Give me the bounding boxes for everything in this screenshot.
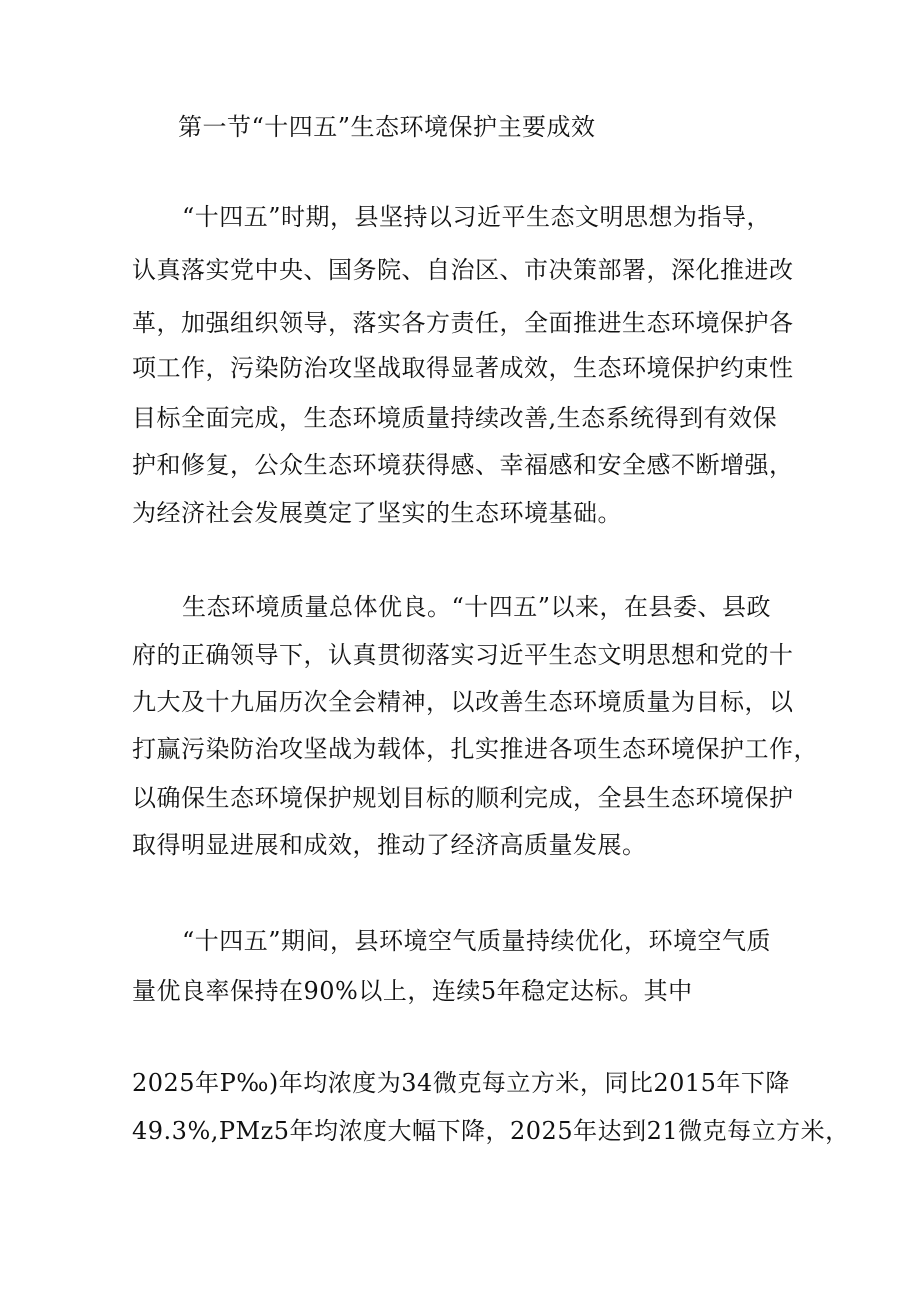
paragraph-line: “十四五”期间，县环境空气质量持续优化，环境空气质 bbox=[182, 927, 772, 955]
paragraph-line: 以确保生态环境保护规划目标的顺利完成，全县生态环境保护 bbox=[132, 784, 794, 812]
paragraph-line: “十四五”时期，县坚持以习近平生态文明思想为指导， bbox=[182, 203, 772, 231]
section-heading: 第一节“十四五”生态环境保护主要成效 bbox=[178, 113, 596, 141]
paragraph-line: 生态环境质量总体优良。“十四五”以来，在县委、县政 bbox=[182, 593, 772, 621]
paragraph-line: 革，加强组织领导，落实各方责任，全面推进生态环境保护各 bbox=[132, 309, 794, 337]
paragraph-line: 认真落实党中央、国务院、自治区、市决策部署，深化推进改 bbox=[132, 256, 794, 284]
paragraph-line: 量优良率保持在90%以上，连续5年稳定达标。其中 bbox=[132, 977, 693, 1005]
paragraph-line: 项工作，污染防治攻坚战取得显著成效，生态环境保护约束性 bbox=[132, 354, 794, 382]
paragraph-line: 2025年P‰)年均浓度为34微克每立方米，同比2015年下降 bbox=[132, 1069, 790, 1097]
paragraph-line: 49.3%,PMz5年均浓度大幅下降，2025年达到21微克每立方米， bbox=[132, 1117, 850, 1145]
paragraph-line: 为经济社会发展奠定了坚实的生态环境基础。 bbox=[132, 499, 622, 527]
paragraph-line: 府的正确领导下，认真贯彻落实习近平生态文明思想和党的十 bbox=[132, 641, 794, 669]
paragraph-line: 打赢污染防治攻坚战为载体，扎实推进各项生态环境保护工作， bbox=[132, 735, 818, 763]
paragraph-line: 取得明显进展和成效，推动了经济高质量发展。 bbox=[132, 831, 647, 859]
paragraph-line: 九大及十九届历次全会精神，以改善生态环境质量为目标，以 bbox=[132, 688, 794, 716]
paragraph-line: 护和修复，公众生态环境获得感、幸福感和安全感不断增强， bbox=[132, 451, 794, 479]
paragraph-line: 目标全面完成，生态环境质量持续改善,生态系统得到有效保 bbox=[132, 404, 778, 432]
